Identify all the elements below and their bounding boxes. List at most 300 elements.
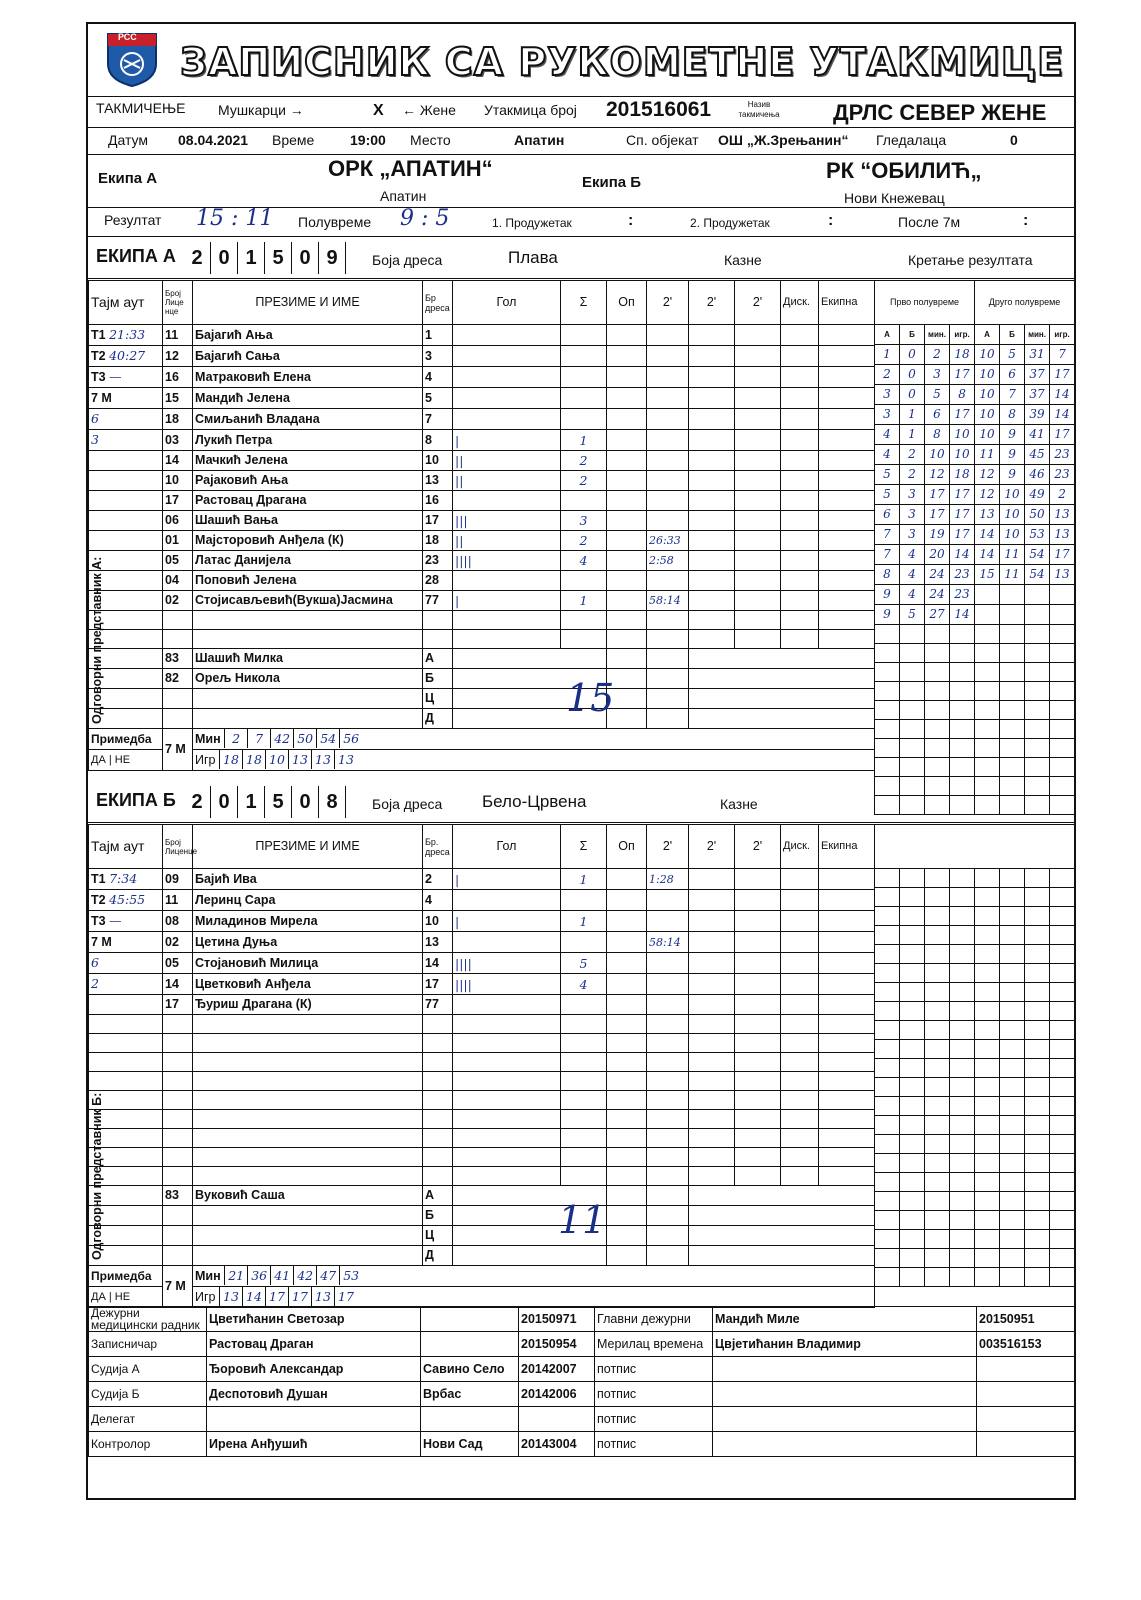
progress-cell: 2	[925, 345, 950, 365]
license-header: Број Лиценце	[163, 825, 193, 869]
player-goal-sum	[561, 1167, 607, 1186]
player-suspension-1	[647, 325, 689, 346]
player-suspension-3	[735, 630, 781, 649]
player-suspension-3	[735, 346, 781, 367]
progress-cell: 9	[875, 585, 900, 605]
progress-cell	[1050, 682, 1075, 701]
sevenm-player: 17	[265, 1287, 288, 1306]
progress-col-header: игр.	[1050, 325, 1075, 345]
player-team-penalty	[819, 869, 875, 890]
sevenm-min-label: Мин	[195, 732, 221, 746]
progress-blank-cell	[950, 1154, 975, 1173]
progress-blank-cell	[900, 1116, 925, 1135]
player-goal-tally	[453, 346, 561, 367]
progress-blank-cell	[900, 1135, 925, 1154]
progress-blank-cell	[900, 869, 925, 888]
player-jersey-number: 2	[423, 869, 453, 890]
progress-cell	[900, 682, 925, 701]
official-city: Савино Село	[421, 1357, 519, 1382]
player-license: 11	[163, 325, 193, 346]
progress-cell	[1025, 625, 1050, 644]
player-suspension-1	[647, 451, 689, 471]
progress-cell: 17	[950, 405, 975, 425]
progress-cell	[1025, 777, 1050, 796]
sevenm-player: 17	[334, 1287, 357, 1306]
player-license: 06	[163, 511, 193, 531]
progress-blank-cell	[900, 1040, 925, 1059]
player-disqualification	[781, 346, 819, 367]
sevenm-minute: 36	[247, 1266, 270, 1285]
sevenm-player: 18	[219, 750, 242, 769]
progress-blank-cell	[1025, 888, 1050, 907]
player-suspension-1	[647, 995, 689, 1015]
official-suspension	[647, 689, 689, 709]
progress-cell: 45	[1025, 445, 1050, 465]
progress-cell: 5	[875, 465, 900, 485]
official-suspension	[647, 1246, 689, 1266]
player-name: Рајаковић Ања	[193, 471, 423, 491]
progress-cell: 2	[900, 445, 925, 465]
progress-cell	[925, 682, 950, 701]
progress-cell: 18	[950, 345, 975, 365]
sevenm-player: 13	[334, 750, 357, 769]
sevenm-label: 7 М	[163, 1266, 193, 1308]
progress-blank-cell	[950, 1059, 975, 1078]
competition-label: ТАКМИЧЕЊЕ	[96, 100, 186, 116]
player-suspension-1	[647, 471, 689, 491]
progress-blank-cell	[875, 1268, 900, 1287]
progress-cell	[1025, 701, 1050, 720]
progress-blank-cell	[1000, 1135, 1025, 1154]
progress-blank-cell	[975, 1059, 1000, 1078]
player-warning	[607, 1091, 647, 1110]
player-name: Латас Данијела	[193, 551, 423, 571]
progress-blank-cell	[950, 1040, 975, 1059]
player-goal-tally	[453, 367, 561, 388]
team-b-city: Нови Кнежевац	[844, 190, 945, 206]
official-penalty-area	[689, 669, 875, 689]
player-goal-sum: 1	[561, 911, 607, 932]
player-name	[193, 630, 423, 649]
code-digit: 1	[238, 786, 265, 818]
player-name: Мандић Јелена	[193, 388, 423, 409]
progress-blank-cell	[1000, 1002, 1025, 1021]
player-suspension-3	[735, 869, 781, 890]
progress-blank-cell	[1050, 888, 1075, 907]
player-name	[193, 1129, 423, 1148]
progress-col-header: Б	[1000, 325, 1025, 345]
player-jersey-number: 13	[423, 471, 453, 491]
player-warning	[607, 1072, 647, 1091]
progress-cell	[975, 720, 1000, 739]
progress-blank-cell	[925, 907, 950, 926]
player-goal-sum: 1	[561, 869, 607, 890]
player-team-penalty	[819, 611, 875, 630]
player-warning	[607, 1034, 647, 1053]
player-jersey-number	[423, 611, 453, 630]
player-team-penalty	[819, 346, 875, 367]
progress-cell	[875, 663, 900, 682]
timeout-cell	[89, 367, 163, 388]
official-license	[163, 1226, 193, 1246]
progress-blank-cell	[925, 1021, 950, 1040]
player-license: 08	[163, 911, 193, 932]
player-suspension-1	[647, 911, 689, 932]
official-name-2: Цвјетићанин Владимир	[713, 1332, 977, 1357]
progress-cell: 2	[875, 365, 900, 385]
player-team-penalty	[819, 409, 875, 430]
progress-cell	[1000, 739, 1025, 758]
player-jersey-number: 8	[423, 430, 453, 451]
player-jersey-number: 18	[423, 531, 453, 551]
player-license: 02	[163, 591, 193, 611]
progress-blank-cell	[900, 907, 925, 926]
progress-blank-cell	[950, 1173, 975, 1192]
code-digit: 0	[292, 242, 319, 274]
after-7m-label: После 7м	[898, 214, 961, 230]
player-goal-tally	[453, 1110, 561, 1129]
player-suspension-3	[735, 890, 781, 911]
progress-cell: 27	[925, 605, 950, 625]
official-license-2	[977, 1407, 1075, 1432]
progress-blank-cell	[1050, 983, 1075, 1002]
progress-blank-cell	[1050, 926, 1075, 945]
player-suspension-3	[735, 611, 781, 630]
player-suspension-1	[647, 430, 689, 451]
progress-cell	[975, 701, 1000, 720]
player-suspension-3	[735, 531, 781, 551]
player-jersey-number: 13	[423, 932, 453, 953]
player-disqualification	[781, 531, 819, 551]
player-goal-sum	[561, 491, 607, 511]
progress-blank-cell	[1050, 1135, 1075, 1154]
progress-blank-cell	[900, 1268, 925, 1287]
progress-col-header: мин.	[925, 325, 950, 345]
progress-cell: 6	[875, 505, 900, 525]
player-disqualification	[781, 1129, 819, 1148]
progress-blank-cell	[925, 1249, 950, 1268]
timeout-value: 2	[91, 976, 99, 991]
sum-header: Σ	[561, 825, 607, 869]
player-name: Цветковић Анђела	[193, 974, 423, 995]
player-license: 17	[163, 491, 193, 511]
player-suspension-3	[735, 367, 781, 388]
code-digit: 1	[238, 242, 265, 274]
team-a-total: 15	[566, 676, 615, 720]
player-warning	[607, 1110, 647, 1129]
player-goal-tally: ||||	[453, 551, 561, 571]
player-name	[193, 1148, 423, 1167]
progress-blank-cell	[925, 983, 950, 1002]
progress-cell: 23	[950, 585, 975, 605]
progress-cell	[900, 777, 925, 796]
progress-cell	[1025, 605, 1050, 625]
official-license-2: 003516153	[977, 1332, 1075, 1357]
timeout-label: 7 М	[91, 935, 112, 949]
official-role-2: Главни дежурни	[595, 1307, 713, 1332]
player-goal-sum	[561, 1072, 607, 1091]
progress-cell: 13	[1050, 565, 1075, 585]
player-suspension-2	[689, 367, 735, 388]
spectators: 0	[1010, 132, 1018, 148]
progress-blank-cell	[1000, 1097, 1025, 1116]
player-disqualification	[781, 511, 819, 531]
men-label: Мушкарци →	[218, 102, 304, 118]
player-suspension-1	[647, 388, 689, 409]
player-disqualification	[781, 388, 819, 409]
progress-cell	[925, 739, 950, 758]
progress-blank-cell	[1025, 1116, 1050, 1135]
player-suspension-3	[735, 511, 781, 531]
progress-cell	[975, 796, 1000, 815]
player-name: Матраковић Елена	[193, 367, 423, 388]
player-name: Мачкић Јелена	[193, 451, 423, 471]
player-jersey-number	[423, 1072, 453, 1091]
player-suspension-1	[647, 367, 689, 388]
player-goal-sum	[561, 1015, 607, 1034]
progress-blank-cell	[975, 1249, 1000, 1268]
progress-cell	[900, 701, 925, 720]
progress-blank-cell	[975, 983, 1000, 1002]
progress-cell: 17	[925, 505, 950, 525]
progress-cell: 0	[900, 365, 925, 385]
player-goal-sum: 1	[561, 591, 607, 611]
official-penalty-area	[689, 709, 875, 729]
timeout-cell	[89, 974, 163, 995]
sevenm-player: 13	[288, 750, 311, 769]
progress-cell	[900, 758, 925, 777]
progress-cell: 6	[1000, 365, 1025, 385]
progress-blank-cell	[1000, 1021, 1025, 1040]
progress-cell: 17	[950, 525, 975, 545]
official-suspension	[647, 709, 689, 729]
progress-blank-cell	[925, 1040, 950, 1059]
progress-col-header: Б	[900, 325, 925, 345]
official-license	[163, 1246, 193, 1266]
sevenm-min-label: Мин	[195, 1269, 221, 1283]
player-license: 02	[163, 932, 193, 953]
progress-cell	[875, 758, 900, 777]
progress-cell	[950, 758, 975, 777]
player-goal-tally: |	[453, 430, 561, 451]
progress-cell	[1000, 701, 1025, 720]
official-name-2	[713, 1432, 977, 1457]
official-suspension	[647, 1226, 689, 1246]
progress-cell: 10	[950, 445, 975, 465]
sevenm-minute: 41	[270, 1266, 293, 1285]
overtime2-label: 2. Продужетак	[690, 216, 770, 230]
progress-cell: 31	[1025, 345, 1050, 365]
player-goal-sum	[561, 409, 607, 430]
progress-blank-cell	[1025, 1154, 1050, 1173]
timeout-label: Т2	[91, 349, 106, 363]
player-goal-tally	[453, 1129, 561, 1148]
timeout-cell	[89, 1015, 163, 1034]
competition-name-label: Назив такмичења	[738, 100, 780, 119]
progress-cell	[975, 739, 1000, 758]
official-name	[193, 709, 423, 729]
progress-blank-cell	[950, 1135, 975, 1154]
progress-cell	[900, 644, 925, 663]
player-suspension-1	[647, 1091, 689, 1110]
official-license-2	[977, 1432, 1075, 1457]
official-name	[193, 1226, 423, 1246]
progress-cell: 41	[1025, 425, 1050, 445]
player-jersey-number	[423, 1015, 453, 1034]
sevenm-minute: 50	[293, 729, 316, 748]
progress-blank-cell	[950, 1192, 975, 1211]
progress-blank-cell	[925, 1097, 950, 1116]
progress-blank-cell	[950, 1268, 975, 1287]
player-suspension-2	[689, 511, 735, 531]
progress-blank-cell	[1050, 1021, 1075, 1040]
official-name-2	[713, 1382, 977, 1407]
match-number-label: Утакмица број	[484, 102, 577, 118]
player-team-penalty	[819, 974, 875, 995]
logo-text: РСС	[118, 32, 137, 42]
official-letter: Д	[423, 709, 453, 729]
player-suspension-1	[647, 1015, 689, 1034]
progress-blank-cell	[1000, 964, 1025, 983]
timeout-cell	[89, 511, 163, 531]
sevenm-player: 18	[242, 750, 265, 769]
progress-blank-cell	[1025, 1040, 1050, 1059]
progress-blank-cell	[975, 1021, 1000, 1040]
player-team-penalty	[819, 1034, 875, 1053]
progress-blank-cell	[875, 1192, 900, 1211]
official-role: Дежурни медицински радник	[89, 1307, 207, 1332]
player-goal-tally	[453, 1167, 561, 1186]
team-b-jersey-label: Боја дреса	[372, 796, 443, 812]
player-name: Ђуриш Драгана (К)	[193, 995, 423, 1015]
official-name: Шашић Милка	[193, 649, 423, 669]
progress-cell	[1000, 682, 1025, 701]
team-b-penalties-label: Казне	[720, 796, 758, 812]
player-jersey-number	[423, 1053, 453, 1072]
player-team-penalty	[819, 388, 875, 409]
team-b-name: РК “ОБИЛИЋ„	[826, 158, 982, 183]
player-warning	[607, 953, 647, 974]
note-label: Примедба	[89, 729, 163, 750]
progress-cell	[1000, 625, 1025, 644]
competition-name: ДРЛС СЕВЕР ЖЕНЕ	[833, 100, 1047, 125]
player-goal-tally: ||	[453, 451, 561, 471]
progress-blank-cell	[1025, 1230, 1050, 1249]
player-goal-sum	[561, 1129, 607, 1148]
progress-blank-cell	[950, 1230, 975, 1249]
progress-col-header: А	[875, 325, 900, 345]
progress-cell	[1050, 796, 1075, 815]
player-goal-tally	[453, 1148, 561, 1167]
official-role: Судија А	[89, 1357, 207, 1382]
progress-cell: 23	[950, 565, 975, 585]
player-disqualification	[781, 591, 819, 611]
player-suspension-2	[689, 1167, 735, 1186]
player-suspension-3	[735, 953, 781, 974]
progress-cell	[975, 605, 1000, 625]
progress-blank-cell	[900, 1078, 925, 1097]
player-warning	[607, 1053, 647, 1072]
player-goal-tally: |	[453, 591, 561, 611]
player-suspension-3	[735, 430, 781, 451]
suspension3-header: 2'	[735, 825, 781, 869]
player-goal-sum: 3	[561, 511, 607, 531]
progress-blank-cell	[1025, 1192, 1050, 1211]
player-suspension-1	[647, 974, 689, 995]
player-warning	[607, 430, 647, 451]
official-role-2: потпис	[595, 1432, 713, 1457]
progress-blank-cell	[900, 1230, 925, 1249]
progress-cell: 10	[950, 425, 975, 445]
player-suspension-1: 58:14	[647, 591, 689, 611]
player-goal-sum	[561, 995, 607, 1015]
player-jersey-number: 77	[423, 591, 453, 611]
official-warning	[607, 1206, 647, 1226]
official-penalty-area	[689, 1186, 875, 1206]
player-suspension-3	[735, 451, 781, 471]
player-goal-tally	[453, 571, 561, 591]
player-goal-sum: 2	[561, 451, 607, 471]
official-penalty-area	[689, 1206, 875, 1226]
timeout-value: —	[109, 369, 122, 384]
player-team-penalty	[819, 591, 875, 611]
after-7m-result: :	[1023, 212, 1029, 229]
progress-cell: 3	[875, 385, 900, 405]
progress-cell	[925, 796, 950, 815]
player-team-penalty	[819, 911, 875, 932]
official-letter: А	[423, 649, 453, 669]
progress-blank-cell	[875, 945, 900, 964]
progress-cell: 8	[950, 385, 975, 405]
progress-cell	[1050, 663, 1075, 682]
player-disqualification	[781, 325, 819, 346]
progress-cell	[875, 796, 900, 815]
team-a-players-table	[88, 280, 875, 771]
player-suspension-2	[689, 591, 735, 611]
sevenm-igr-label: Игр	[195, 1290, 216, 1304]
player-suspension-1	[647, 1034, 689, 1053]
player-goal-tally	[453, 890, 561, 911]
sevenm-minute: 54	[316, 729, 339, 748]
score-progress-table	[874, 280, 1075, 815]
sevenm-minute: 56	[339, 729, 362, 748]
player-goal-tally: ||	[453, 531, 561, 551]
player-suspension-3	[735, 471, 781, 491]
official-role: Делегат	[89, 1407, 207, 1432]
timeout-cell	[89, 953, 163, 974]
player-license	[163, 1034, 193, 1053]
player-suspension-1: 58:14	[647, 932, 689, 953]
player-disqualification	[781, 911, 819, 932]
progress-cell: 3	[925, 365, 950, 385]
warning-header: Оп	[607, 825, 647, 869]
player-suspension-1: 1:28	[647, 869, 689, 890]
progress-blank-cell	[975, 1135, 1000, 1154]
player-license	[163, 1148, 193, 1167]
official-license: 20142006	[519, 1382, 595, 1407]
progress-cell: 8	[925, 425, 950, 445]
player-goal-tally	[453, 409, 561, 430]
progress-blank-cell	[1050, 1097, 1075, 1116]
player-jersey-number: 4	[423, 890, 453, 911]
sevenm-players	[193, 1287, 875, 1308]
player-warning	[607, 932, 647, 953]
progress-col-header: мин.	[1025, 325, 1050, 345]
player-name: Растовац Драгана	[193, 491, 423, 511]
player-jersey-number	[423, 1148, 453, 1167]
progress-cell	[925, 625, 950, 644]
player-license: 03	[163, 430, 193, 451]
